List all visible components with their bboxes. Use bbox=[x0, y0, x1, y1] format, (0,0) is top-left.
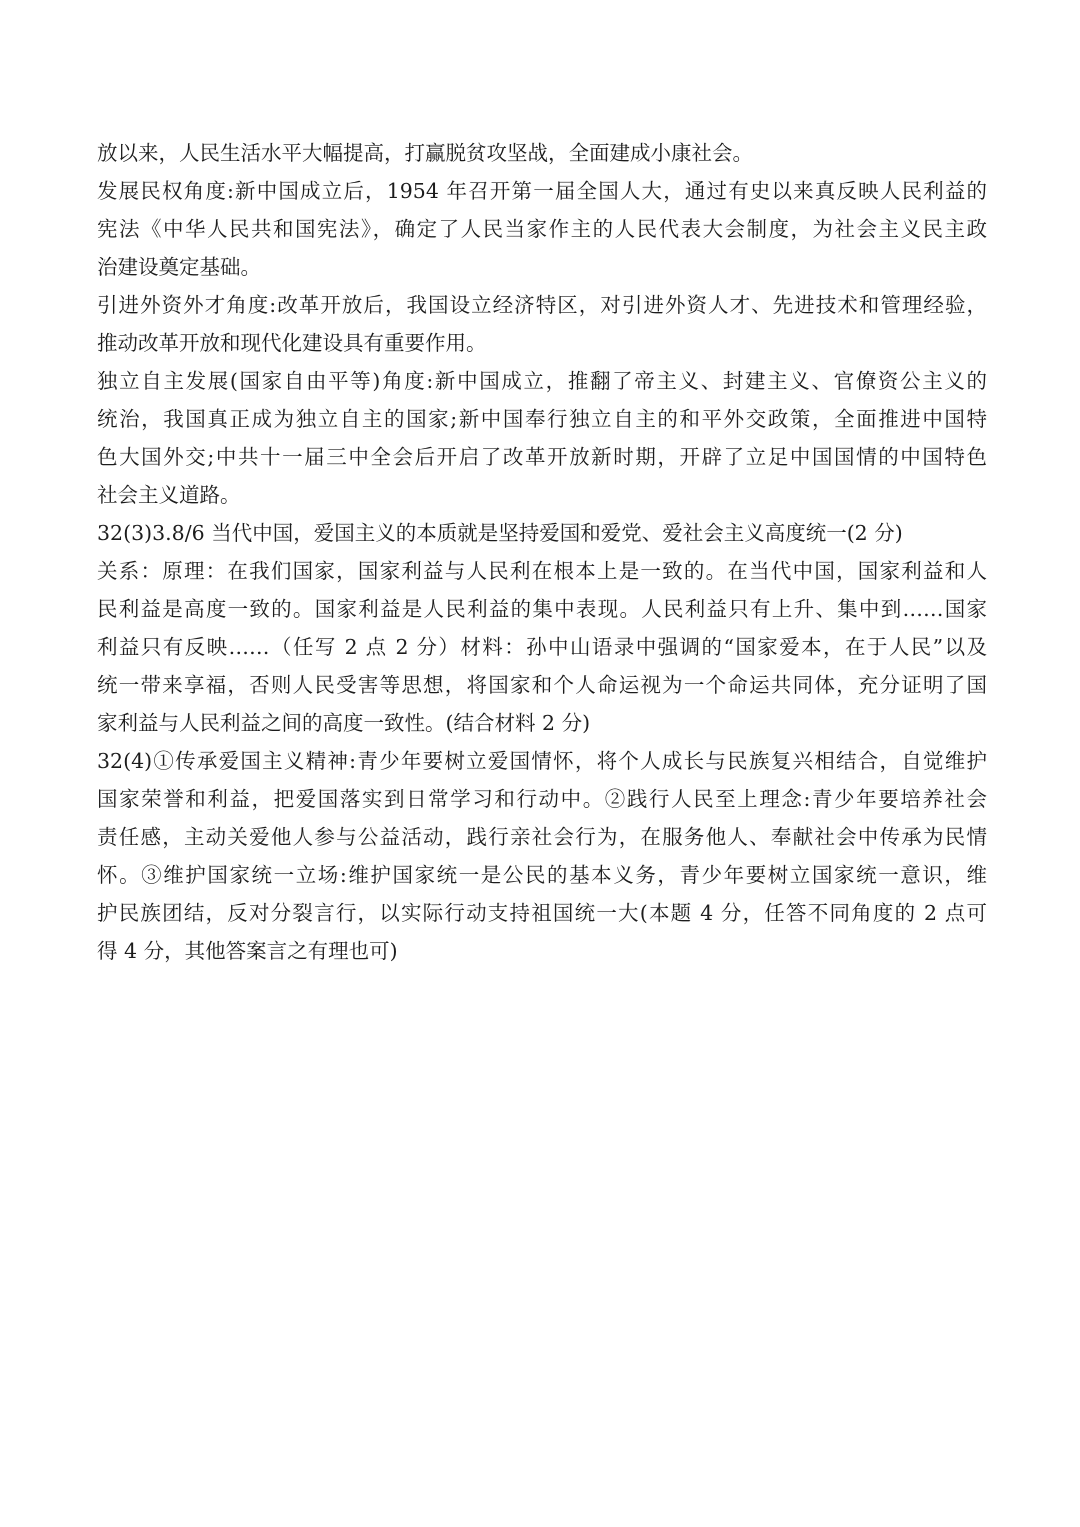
text-line: 怀。③维护国家统一立场:维护国家统一是公民的基本义务，青少年要树立国家统一意识，维 bbox=[97, 863, 987, 887]
text-line: 发展民权角度:新中国成立后，1954 年召开第一届全国人大，通过有史以来真反映人民利益的 bbox=[97, 179, 987, 203]
text-line: 宪法《中华人民共和国宪法》，确定了人民当家作主的人民代表大会制度，为社会主义民主政 bbox=[97, 217, 987, 241]
text-line: 32(4)①传承爱国主义精神:青少年要树立爱国情怀，将个人成长与民族复兴相结合，自觉维护 bbox=[97, 749, 987, 773]
text-line: 推动改革开放和现代化建设具有重要作用。 bbox=[97, 331, 487, 355]
text-line: 家利益与人民利益之间的高度一致性。(结合材料 2 分) bbox=[97, 711, 591, 735]
text-line: 社会主义道路。 bbox=[97, 483, 241, 507]
text-line: 统治，我国真正成为独立自主的国家;新中国奉行独立自主的和平外交政策，全面推进中国特 bbox=[97, 407, 987, 431]
answer-text-block bbox=[97, 134, 987, 970]
text-line: 色大国外交;中共十一届三中全会后开启了改革开放新时期，开辟了立足中国国情的中国特色 bbox=[97, 445, 987, 469]
text-line: 关系：原理：在我们国家，国家利益与人民利在根本上是一致的。在当代中国，国家利益和人 bbox=[97, 559, 987, 583]
text-line: 得 4 分，其他答案言之有理也可) bbox=[97, 939, 398, 963]
text-line: 民利益是高度一致的。国家利益是人民利益的集中表现。人民利益只有上升、集中到……国家 bbox=[97, 597, 987, 621]
text-line: 32(3)3.8/6 当代中国，爱国主义的本质就是坚持爱国和爱党、爱社会主义高度统一(2 分) bbox=[97, 521, 903, 545]
text-line: 国家荣誉和利益，把爱国落实到日常学习和行动中。②践行人民至上理念:青少年要培养社会 bbox=[97, 787, 987, 811]
text-line: 护民族团结，反对分裂言行，以实际行动支持祖国统一大(本题 4 分，任答不同角度的 2 点可 bbox=[97, 901, 987, 925]
text-line: 独立自主发展(国家自由平等)角度:新中国成立，推翻了帝主义、封建主义、官僚资公主义的 bbox=[97, 369, 987, 393]
text-line: 治建设奠定基础。 bbox=[97, 255, 261, 279]
text-line: 引进外资外才角度:改革开放后，我国设立经济特区，对引进外资人才、先进技术和管理经验， bbox=[97, 293, 987, 317]
text-line: 利益只有反映……（任写 2 点 2 分）材料：孙中山语录中强调的“国家爱本，在于人民”以及 bbox=[97, 635, 987, 659]
text-line: 统一带来享福，否则人民受害等思想，将国家和个人命运视为一个命运共同体，充分证明了国 bbox=[97, 673, 987, 697]
text-line: 放以来，人民生活水平大幅提高，打赢脱贫攻坚战，全面建成小康社会。 bbox=[97, 141, 753, 165]
text-line: 责任感，主动关爱他人参与公益活动，践行亲社会行为，在服务他人、奉献社会中传承为民情 bbox=[97, 825, 987, 849]
